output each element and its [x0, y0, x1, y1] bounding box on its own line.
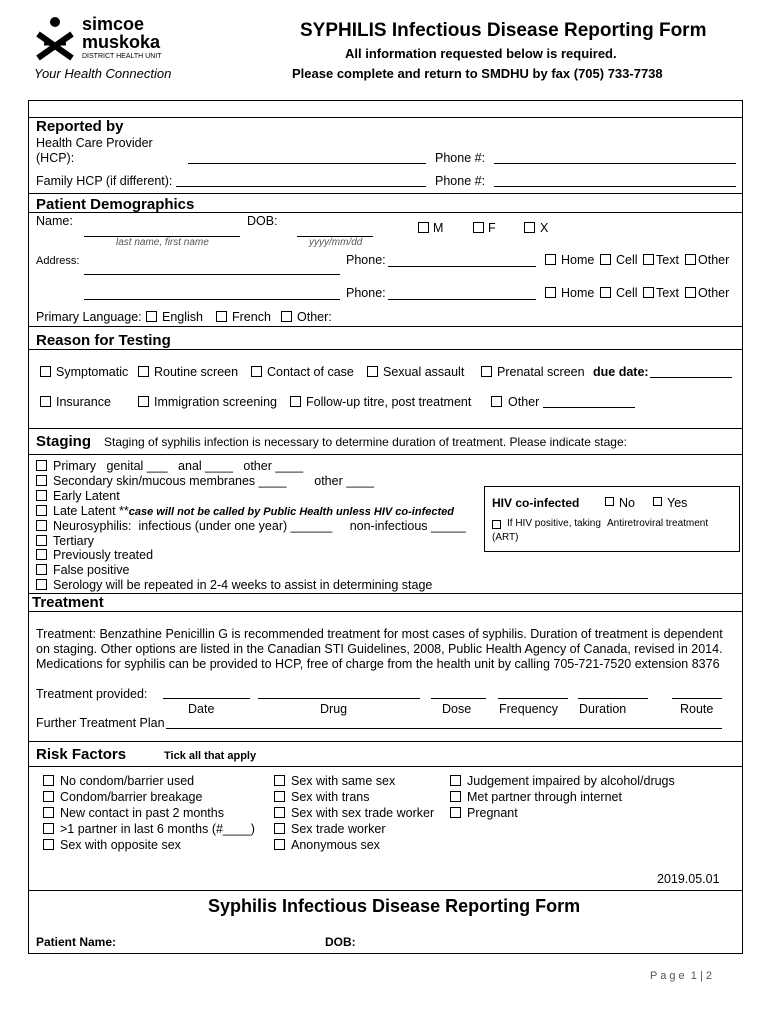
- stage-early-latent-checkbox[interactable]: [36, 490, 47, 501]
- sex-f-label: F: [488, 221, 496, 235]
- hiv-art-text-3: (ART): [492, 532, 519, 543]
- phone2-label: Phone:: [346, 286, 386, 300]
- col-dose: Dose: [442, 702, 472, 716]
- risk-c1-0-checkbox[interactable]: [43, 775, 54, 786]
- section-staging: Staging: [36, 433, 91, 450]
- drug-field[interactable]: [258, 698, 420, 699]
- stage-primary-checkbox[interactable]: [36, 460, 47, 471]
- divider: [28, 117, 742, 118]
- phone1-field[interactable]: [388, 266, 536, 267]
- risk-c2-2-checkbox[interactable]: [274, 807, 285, 818]
- phone1-text-checkbox[interactable]: [643, 254, 654, 265]
- hcp-field[interactable]: [188, 163, 426, 164]
- divider: [28, 890, 742, 891]
- stage-secondary-label: Secondary skin/mucous membranes ____ other ____: [53, 474, 375, 488]
- risk-c2-2-label: Sex with sex trade worker: [291, 806, 435, 820]
- stage-late-latent-label: [53, 504, 454, 518]
- staging-instruction: Staging of syphilis infection is necessary to determine duration of treatment. Please indicate stage:: [104, 435, 627, 449]
- dose-field[interactable]: [431, 698, 486, 699]
- logo-line1: simcoe: [82, 14, 145, 34]
- divider: [28, 454, 742, 455]
- sex-m-label: M: [433, 221, 444, 235]
- col-duration: Duration: [579, 702, 627, 716]
- logo-tagline: Your Health Connection: [34, 66, 172, 81]
- name-hint: last name, first name: [116, 237, 209, 248]
- routine-screen-label: Routine screen: [154, 365, 239, 379]
- dob-hint: yyyy/mm/dd: [309, 237, 363, 248]
- stage-serology-label: Serology will be repeated in 2-4 weeks to assist in determining stage: [53, 578, 433, 592]
- risk-c2-1-label: Sex with trans: [291, 790, 370, 804]
- sexual-assault-label: Sexual assault: [383, 365, 465, 379]
- divider: [28, 611, 742, 612]
- phone1-home-label: Home: [561, 253, 595, 267]
- phone2-other-checkbox[interactable]: [685, 287, 696, 298]
- risk-c1-4-checkbox[interactable]: [43, 839, 54, 850]
- stage-neuro-checkbox[interactable]: [36, 520, 47, 531]
- risk-c3-2-label: Pregnant: [467, 806, 518, 820]
- risk-c1-3-label: >1 partner in last 6 months (#____): [60, 822, 255, 836]
- contact-of-case-checkbox[interactable]: [251, 366, 262, 377]
- risk-c1-2-checkbox[interactable]: [43, 807, 54, 818]
- risk-c3-0-label: Judgement impaired by alcohol/drugs: [467, 774, 675, 788]
- hiv-art-text-1: If HIV positive, taking: [507, 518, 601, 529]
- divider: [28, 428, 742, 429]
- symptomatic-label: Symptomatic: [56, 365, 129, 379]
- header-line2: Please complete and return to SMDHU by fax (705) 733-7738: [292, 66, 663, 81]
- treatment-provided-label: Treatment provided:: [36, 687, 148, 701]
- tick-all-label: Tick all that apply: [164, 750, 257, 762]
- divider: [28, 593, 742, 594]
- risk-c2-0-checkbox[interactable]: [274, 775, 285, 786]
- risk-c1-0-label: No condom/barrier used: [60, 774, 195, 788]
- risk-c1-1-label: Condom/barrier breakage: [60, 790, 203, 804]
- section-treatment: Treatment: [32, 594, 104, 611]
- hiv-label: HIV co-infected: [492, 496, 580, 510]
- col-route: Route: [680, 702, 714, 716]
- hiv-no-checkbox[interactable]: [605, 497, 614, 506]
- hiv-yes-label: Yes: [667, 496, 688, 510]
- reason-other-label: Other: [508, 395, 540, 409]
- stage-tertiary-checkbox[interactable]: [36, 535, 47, 546]
- risk-c2-0-label: Sex with same sex: [291, 774, 396, 788]
- stage-serology-checkbox[interactable]: [36, 579, 47, 590]
- section-risk: Risk Factors: [36, 746, 127, 763]
- risk-c2-3-label: Sex trade worker: [291, 822, 386, 836]
- phone1-other-checkbox[interactable]: [685, 254, 696, 265]
- phone2-home-checkbox[interactable]: [545, 287, 556, 298]
- address-label: Address:: [36, 255, 80, 267]
- divider: [28, 326, 742, 327]
- prenatal-screen-label: Prenatal screen: [497, 365, 585, 379]
- phone2-other-label: Other: [698, 286, 730, 300]
- primary-language-label: Primary Language:: [36, 310, 142, 324]
- family-phone-field[interactable]: [494, 186, 736, 187]
- phone2-cell-checkbox[interactable]: [600, 287, 611, 298]
- hiv-yes-checkbox[interactable]: [653, 497, 662, 506]
- symptomatic-checkbox[interactable]: [40, 366, 51, 377]
- phone1-cell-label: Cell: [616, 253, 638, 267]
- family-hcp-label: Family HCP (if different):: [36, 174, 173, 188]
- stage-tertiary-label: Tertiary: [53, 534, 94, 548]
- contact-of-case-label: Contact of case: [267, 365, 354, 379]
- prenatal-screen-checkbox[interactable]: [481, 366, 492, 377]
- late-latent-note: case will not be called by Public Health unless HIV co-infected: [128, 506, 454, 518]
- divider: [28, 193, 742, 194]
- lang-french-checkbox[interactable]: [216, 311, 227, 322]
- hcp-label-2: (HCP):: [36, 151, 75, 165]
- insurance-checkbox[interactable]: [40, 396, 51, 407]
- phone1-home-checkbox[interactable]: [545, 254, 556, 265]
- footer-form-title: Syphilis Infectious Disease Reporting Form: [208, 896, 581, 916]
- section-reported-by: Reported by: [36, 118, 124, 135]
- name-label: Name:: [36, 214, 73, 228]
- logo-line3: DISTRICT HEALTH UNIT: [82, 53, 162, 60]
- version-date: 2019.05.01: [657, 872, 720, 886]
- stage-late-latent-checkbox[interactable]: [36, 505, 47, 516]
- stage-early-latent-label: Early Latent: [53, 489, 120, 503]
- further-plan-label: Further Treatment Plan: [36, 716, 165, 730]
- risk-c2-1-checkbox[interactable]: [274, 791, 285, 802]
- further-plan-field[interactable]: [166, 728, 722, 729]
- risk-c3-0-checkbox[interactable]: [450, 775, 461, 786]
- logo-line2: muskoka: [82, 32, 161, 52]
- lang-french-label: French: [232, 310, 271, 324]
- route-field[interactable]: [672, 698, 722, 699]
- footer-dob-label: DOB:: [325, 935, 356, 949]
- form-title: SYPHILIS Infectious Disease Reporting Form: [300, 20, 707, 41]
- family-phone-label: Phone #:: [435, 174, 486, 188]
- immigration-label: Immigration screening: [154, 395, 277, 409]
- reason-other-field[interactable]: [543, 407, 635, 408]
- routine-screen-checkbox[interactable]: [138, 366, 149, 377]
- risk-c1-4-label: Sex with opposite sex: [60, 838, 181, 852]
- dob-label: DOB:: [247, 214, 278, 228]
- due-date-label: due date:: [593, 365, 649, 379]
- page-number: P a g e 1 | 2: [650, 970, 712, 982]
- section-demographics: Patient Demographics: [36, 196, 195, 213]
- address-field-2[interactable]: [84, 299, 340, 300]
- treatment-p2: on staging. Other options are listed in the Canadian STI Guidelines, 2008, Public Health Agency of Canada, revised in 2014.: [36, 642, 723, 656]
- risk-c3-2-checkbox[interactable]: [450, 807, 461, 818]
- family-hcp-field[interactable]: [176, 186, 426, 187]
- treatment-p1: Treatment: Benzathine Penicillin G is recommended treatment for most cases of syphilis. Duration of treatment is dependent: [36, 627, 723, 641]
- reason-other-checkbox[interactable]: [491, 396, 502, 407]
- hiv-art-text-2: Antiretroviral treatment: [607, 518, 709, 529]
- header-line1: All information requested below is required.: [345, 46, 617, 61]
- follow-up-checkbox[interactable]: [290, 396, 301, 407]
- stage-neuro-label: Neurosyphilis: infectious (under one year) ______ non-infectious _____: [53, 519, 466, 533]
- sexual-assault-checkbox[interactable]: [367, 366, 378, 377]
- section-reason: Reason for Testing: [36, 332, 171, 349]
- phone1-cell-checkbox[interactable]: [600, 254, 611, 265]
- phone1-text-label: Text: [656, 253, 679, 267]
- stage-prev-treated-label: Previously treated: [53, 548, 154, 562]
- hiv-art-checkbox[interactable]: [492, 520, 501, 529]
- risk-c2-4-checkbox[interactable]: [274, 839, 285, 850]
- stage-prev-treated-checkbox[interactable]: [36, 549, 47, 560]
- hcp-label-1: Health Care Provider: [36, 136, 153, 150]
- due-date-field[interactable]: [650, 377, 732, 378]
- col-frequency: Frequency: [499, 702, 559, 716]
- stage-secondary-checkbox[interactable]: [36, 475, 47, 486]
- phone1-label: Phone:: [346, 253, 386, 267]
- logo-icon: [34, 16, 76, 64]
- risk-c2-4-label: Anonymous sex: [291, 838, 380, 852]
- risk-c3-1-label: Met partner through internet: [467, 790, 622, 804]
- divider: [28, 741, 742, 742]
- patient-name-label: Patient Name:: [36, 935, 117, 949]
- date-field[interactable]: [163, 698, 250, 699]
- risk-c1-2-label: New contact in past 2 months: [60, 806, 224, 820]
- immigration-checkbox[interactable]: [138, 396, 149, 407]
- divider: [28, 766, 742, 767]
- frequency-field[interactable]: [498, 698, 568, 699]
- sex-x-checkbox[interactable]: [524, 222, 535, 233]
- lang-english-checkbox[interactable]: [146, 311, 157, 322]
- sex-x-label: X: [540, 221, 549, 235]
- col-drug: Drug: [320, 702, 348, 716]
- stage-false-positive-checkbox[interactable]: [36, 564, 47, 575]
- lang-other-label: Other:: [297, 310, 332, 324]
- duration-field[interactable]: [578, 698, 648, 699]
- phone2-cell-label: Cell: [616, 286, 638, 300]
- logo: [34, 14, 194, 84]
- sex-m-checkbox[interactable]: [418, 222, 429, 233]
- col-date: Date: [188, 702, 215, 716]
- treatment-p3: Medications for syphilis can be provided to HCP, free of charge from the health unit by calling 705-721-7520 extension 8376: [36, 657, 720, 671]
- lang-english-label: English: [162, 310, 203, 324]
- phone2-home-label: Home: [561, 286, 595, 300]
- hiv-no-label: No: [619, 496, 635, 510]
- phone2-field[interactable]: [388, 299, 536, 300]
- phone-label: Phone #:: [435, 151, 486, 165]
- risk-c1-1-checkbox[interactable]: [43, 791, 54, 802]
- divider: [28, 212, 742, 213]
- address-field-1[interactable]: [84, 274, 340, 275]
- phone2-text-checkbox[interactable]: [643, 287, 654, 298]
- stage-false-positive-label: False positive: [53, 563, 130, 577]
- follow-up-label: Follow-up titre, post treatment: [306, 395, 472, 409]
- late-latent-text: Late Latent **: [53, 504, 129, 518]
- phone1-other-label: Other: [698, 253, 730, 267]
- phone2-text-label: Text: [656, 286, 679, 300]
- divider: [28, 349, 742, 350]
- hcp-phone-field[interactable]: [494, 163, 736, 164]
- lang-other-checkbox[interactable]: [281, 311, 292, 322]
- insurance-label: Insurance: [56, 395, 111, 409]
- risk-c3-1-checkbox[interactable]: [450, 791, 461, 802]
- risk-c2-3-checkbox[interactable]: [274, 823, 285, 834]
- risk-c1-3-checkbox[interactable]: [43, 823, 54, 834]
- stage-primary-label: Primary genital ___ anal ____ other ____: [53, 459, 304, 473]
- sex-f-checkbox[interactable]: [473, 222, 484, 233]
